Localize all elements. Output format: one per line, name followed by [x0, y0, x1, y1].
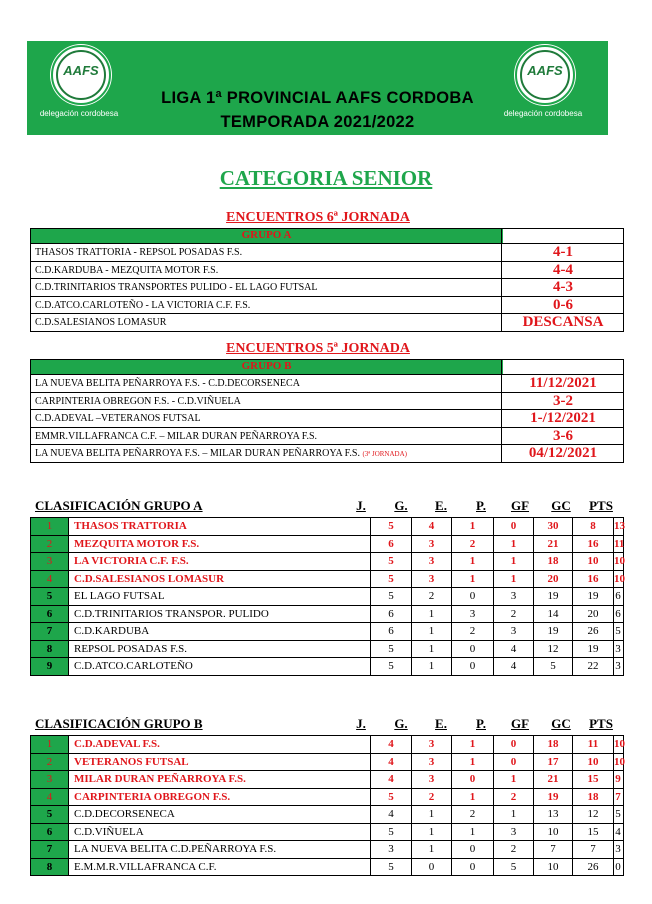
stat-e: 0 [452, 841, 494, 858]
position-cell: 6 [31, 606, 69, 623]
match-teams: LA NUEVA BELITA PEÑARROYA F.S. – MILAR DURAN PEÑARROYA F.S. (3ª JORNADA) [31, 445, 502, 462]
stat-e: 1 [452, 571, 494, 588]
match-row [31, 279, 623, 297]
stat-p: 4 [494, 658, 534, 675]
stat-gc: 26 [573, 623, 614, 640]
stat-pts: 3 [615, 642, 621, 655]
stat-p: 2 [494, 606, 534, 623]
stat-e: 1 [452, 518, 494, 535]
standings-row [31, 553, 623, 571]
stat-gc: 15 [573, 771, 614, 788]
column-header: G. [394, 716, 408, 731]
stat-gf: 30 [534, 518, 573, 535]
stat-gf: 21 [534, 536, 573, 553]
stat-g: 1 [412, 641, 452, 658]
stat-gc: 16 [573, 536, 614, 553]
standings-row [31, 606, 623, 624]
group-a-label: GRUPO A [241, 229, 292, 241]
stat-p: 3 [494, 824, 534, 841]
column-header: J. [356, 498, 366, 513]
stat-gc: 15 [573, 824, 614, 841]
stat-gf: 18 [534, 736, 573, 753]
column-header: P. [476, 498, 486, 513]
stat-gc: 22 [573, 658, 614, 675]
stat-p: 3 [494, 623, 534, 640]
stat-pts: 4 [615, 825, 621, 838]
stat-gc: 19 [573, 588, 614, 605]
match-row [31, 410, 623, 428]
stat-p: 0 [494, 736, 534, 753]
category-title: CATEGORIA SENIOR [219, 166, 433, 190]
logo-caption-right: delegación cordobesa [503, 109, 583, 118]
match-row [31, 314, 623, 331]
standings-row [31, 588, 623, 606]
stat-e: 1 [452, 824, 494, 841]
position-cell: 4 [31, 789, 69, 806]
match-teams: C.D.SALESIANOS LOMASUR [31, 314, 502, 331]
stat-e: 3 [452, 606, 494, 623]
position-cell: 3 [31, 771, 69, 788]
stat-pts: 5 [615, 808, 621, 820]
standings-row [31, 641, 623, 659]
stat-e: 1 [452, 553, 494, 570]
team-name: C.D.VIÑUELA [69, 824, 371, 841]
match-result: 4-4 [553, 261, 573, 278]
stat-j: 5 [371, 641, 412, 658]
match-teams: C.D.KARDUBA - MEZQUITA MOTOR F.S. [31, 262, 502, 279]
round-a-group-row [31, 229, 623, 244]
stat-p: 1 [494, 536, 534, 553]
stat-g: 1 [412, 824, 452, 841]
match-teams: LA NUEVA BELITA PEÑARROYA F.S. - C.D.DECORSENECA [31, 375, 502, 392]
standings-row [31, 623, 623, 641]
match-result: 3-6 [553, 427, 573, 444]
team-name: EL LAGO FUTSAL [69, 588, 371, 605]
stat-j: 6 [371, 623, 412, 640]
round-a-table [30, 228, 624, 332]
stat-pts: 10 [614, 738, 625, 750]
stat-j: 3 [371, 841, 412, 858]
stat-e: 1 [452, 789, 494, 806]
match-row [31, 428, 623, 446]
position-cell: 8 [31, 859, 69, 876]
standings-row [31, 658, 623, 675]
column-header: GC [551, 716, 571, 731]
stat-e: 2 [452, 806, 494, 823]
stat-p: 1 [494, 806, 534, 823]
stat-p: 3 [494, 588, 534, 605]
league-title: LIGA 1ª PROVINCIAL AAFS CORDOBA [161, 89, 474, 107]
team-name: CARPINTERIA OBREGON F.S. [69, 789, 371, 806]
team-name: LA VICTORIA C.F. F.S. [69, 553, 371, 570]
match-teams: C.D.ATCO.CARLOTEÑO - LA VICTORIA C.F. F.S. [31, 297, 502, 314]
team-name: E.M.M.R.VILLAFRANCA C.F. [69, 859, 371, 876]
stat-pts: 3 [615, 843, 621, 855]
standings-row [31, 789, 623, 807]
standings-row [31, 536, 623, 554]
stat-gf: 14 [534, 606, 573, 623]
standings-row [31, 736, 623, 754]
stat-j: 4 [371, 806, 412, 823]
match-note: (3ª JORNADA) [362, 450, 407, 459]
match-teams: EMMR.VILLAFRANCA C.F. – MILAR DURAN PEÑARROYA F.S. [31, 428, 502, 445]
stat-j: 5 [371, 789, 412, 806]
stat-pts: 5 [615, 625, 621, 637]
round-b-title: ENCUENTROS 5ª JORNADA [226, 341, 410, 356]
stat-gf: 12 [534, 641, 573, 658]
team-name: C.D.ATCO.CARLOTEÑO [69, 658, 371, 675]
column-header: G. [394, 498, 408, 513]
stat-e: 2 [452, 536, 494, 553]
stat-gf: 17 [534, 754, 573, 771]
team-name: REPSOL POSADAS F.S. [69, 641, 371, 658]
position-cell: 7 [31, 623, 69, 640]
stat-gf: 19 [534, 623, 573, 640]
stat-e: 1 [452, 754, 494, 771]
stat-g: 3 [412, 571, 452, 588]
stat-g: 1 [412, 806, 452, 823]
stat-e: 0 [452, 658, 494, 675]
column-header: GC [551, 498, 571, 513]
round-a-title: ENCUENTROS 6ª JORNADA [226, 210, 410, 225]
stat-gf: 19 [534, 588, 573, 605]
stat-pts: 13 [614, 520, 625, 532]
match-result: DESCANSA [522, 314, 604, 331]
stat-pts: 10 [614, 555, 625, 567]
match-row [31, 244, 623, 262]
season-title: TEMPORADA 2021/2022 [220, 113, 415, 131]
match-row [31, 262, 623, 280]
stat-gf: 10 [534, 859, 573, 876]
column-header: E. [435, 716, 447, 731]
stat-gf: 5 [534, 658, 573, 675]
team-name: C.D.SALESIANOS LOMASUR [69, 571, 371, 588]
aafs-logo-right: AAFS [515, 45, 575, 105]
position-cell: 1 [31, 518, 69, 535]
stat-j: 5 [371, 859, 412, 876]
stat-g: 0 [412, 859, 452, 876]
stat-e: 2 [452, 623, 494, 640]
position-cell: 5 [31, 588, 69, 605]
stat-p: 1 [494, 571, 534, 588]
column-header: GF [510, 716, 530, 731]
stat-gc: 16 [573, 571, 614, 588]
stat-g: 1 [412, 658, 452, 675]
team-name: C.D.KARDUBA [69, 623, 371, 640]
standings-row [31, 806, 623, 824]
position-cell: 7 [31, 841, 69, 858]
position-cell: 8 [31, 641, 69, 658]
round-b-group-row [31, 360, 623, 375]
standings-row [31, 571, 623, 589]
column-header: PTS [589, 498, 613, 513]
stat-gc: 10 [573, 754, 614, 771]
stat-g: 1 [412, 623, 452, 640]
stat-gc: 19 [573, 641, 614, 658]
stat-gf: 13 [534, 806, 573, 823]
stat-pts: 9 [615, 773, 621, 785]
column-header: GF [510, 498, 530, 513]
stat-gc: 12 [573, 806, 614, 823]
match-row [31, 297, 623, 315]
team-name: C.D.ADEVAL F.S. [69, 736, 371, 753]
stat-g: 3 [412, 754, 452, 771]
team-name: MILAR DURAN PEÑARROYA F.S. [69, 771, 371, 788]
stat-pts: 10 [614, 755, 625, 768]
match-result: 11/12/2021 [529, 375, 597, 391]
stat-gf: 7 [534, 841, 573, 858]
column-header: J. [356, 716, 366, 731]
stat-g: 1 [412, 841, 452, 858]
standings-row [31, 518, 623, 536]
group-b-label: GRUPO B [241, 360, 292, 372]
position-cell: 6 [31, 824, 69, 841]
stat-pts: 11 [614, 537, 625, 550]
stat-gc: 18 [573, 789, 614, 806]
position-cell: 9 [31, 658, 69, 675]
stat-p: 4 [494, 641, 534, 658]
standings-row [31, 824, 623, 842]
stat-g: 3 [412, 553, 452, 570]
stat-g: 2 [412, 789, 452, 806]
stat-pts: 6 [615, 607, 621, 620]
position-cell: 5 [31, 806, 69, 823]
stat-j: 4 [371, 754, 412, 771]
position-cell: 1 [31, 736, 69, 753]
position-cell: 2 [31, 536, 69, 553]
stat-g: 1 [412, 606, 452, 623]
column-header: E. [435, 498, 447, 513]
team-name: LA NUEVA BELITA C.D.PEÑARROYA F.S. [69, 841, 371, 858]
stat-pts: 0 [615, 860, 621, 873]
stat-gf: 21 [534, 771, 573, 788]
stat-g: 4 [412, 518, 452, 535]
stat-gc: 11 [573, 736, 614, 753]
stat-gf: 10 [534, 824, 573, 841]
team-name: MEZQUITA MOTOR F.S. [69, 536, 371, 553]
column-header: P. [476, 716, 486, 731]
stat-g: 2 [412, 588, 452, 605]
stat-e: 1 [452, 736, 494, 753]
match-teams: CARPINTERIA OBREGON F.S. - C.D.VIÑUELA [31, 393, 502, 410]
match-row [31, 375, 623, 393]
logo-caption-left: delegación cordobesa [39, 109, 119, 118]
stat-e: 0 [452, 641, 494, 658]
stat-pts: 6 [615, 590, 621, 602]
stat-j: 5 [371, 571, 412, 588]
stat-j: 5 [371, 824, 412, 841]
stat-j: 6 [371, 606, 412, 623]
standings-row [31, 754, 623, 772]
stat-pts: 10 [614, 572, 625, 585]
column-header: PTS [589, 716, 613, 731]
position-cell: 3 [31, 553, 69, 570]
stat-gc: 10 [573, 553, 614, 570]
match-teams: C.D.ADEVAL –VETERANOS FUTSAL [31, 410, 502, 427]
stat-e: 0 [452, 859, 494, 876]
team-name: THASOS TRATTORIA [69, 518, 371, 535]
standings-title: CLASIFICACIÓN GRUPO B [35, 716, 203, 731]
match-result: 04/12/2021 [528, 445, 598, 462]
stat-p: 0 [494, 754, 534, 771]
stat-g: 3 [412, 771, 452, 788]
stat-j: 5 [371, 553, 412, 570]
stat-p: 5 [494, 859, 534, 876]
stat-g: 3 [412, 536, 452, 553]
stat-gc: 26 [573, 859, 614, 876]
standings-row [31, 841, 623, 859]
stat-p: 1 [494, 771, 534, 788]
position-cell: 2 [31, 754, 69, 771]
stat-e: 0 [452, 771, 494, 788]
team-name: VETERANOS FUTSAL [69, 754, 371, 771]
match-row [31, 445, 623, 462]
stat-e: 0 [452, 588, 494, 605]
stat-p: 2 [494, 789, 534, 806]
stat-gf: 20 [534, 571, 573, 588]
stat-gc: 7 [573, 841, 614, 858]
stat-gf: 18 [534, 553, 573, 570]
match-result: 1-/12/2021 [530, 410, 596, 427]
stat-p: 0 [494, 518, 534, 535]
header-banner [27, 41, 608, 135]
team-name: C.D.DECORSENECA [69, 806, 371, 823]
stat-g: 3 [412, 736, 452, 753]
match-teams: C.D.TRINITARIOS TRANSPORTES PULIDO - EL LAGO FUTSAL [31, 279, 502, 296]
stat-j: 5 [371, 588, 412, 605]
stat-gc: 20 [573, 606, 614, 623]
stat-j: 4 [371, 736, 412, 753]
round-b-table [30, 359, 624, 463]
match-teams: THASOS TRATTORIA - REPSOL POSADAS F.S. [31, 244, 502, 261]
team-name: C.D.TRINITARIOS TRANSPOR. PULIDO [69, 606, 371, 623]
match-result: 3-2 [553, 392, 573, 409]
stat-j: 5 [371, 518, 412, 535]
stat-gc: 8 [573, 518, 614, 535]
match-result: 4-1 [553, 244, 573, 260]
standings-a-table [30, 517, 624, 676]
standings-title: CLASIFICACIÓN GRUPO A [35, 498, 203, 513]
standings-b-table [30, 735, 624, 876]
stat-pts: 7 [615, 790, 621, 803]
stat-gf: 19 [534, 789, 573, 806]
standings-row [31, 859, 623, 876]
stat-j: 5 [371, 658, 412, 675]
stat-pts: 3 [615, 660, 621, 672]
stat-p: 1 [494, 553, 534, 570]
aafs-logo-left: AAFS [51, 45, 111, 105]
position-cell: 4 [31, 571, 69, 588]
stat-j: 4 [371, 771, 412, 788]
stat-p: 2 [494, 841, 534, 858]
standings-row [31, 771, 623, 789]
match-result: 4-3 [553, 279, 573, 296]
match-row [31, 393, 623, 411]
stat-j: 6 [371, 536, 412, 553]
match-result: 0-6 [553, 296, 573, 313]
